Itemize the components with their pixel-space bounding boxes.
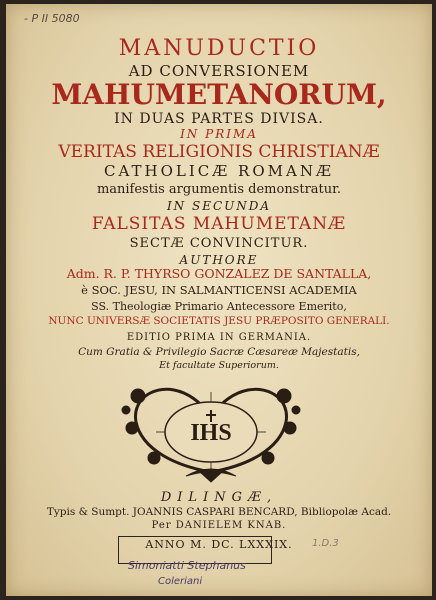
title-line-4: IN DUAS PARTES DIVISA.	[114, 111, 324, 127]
ihs-wreath-emblem	[116, 376, 306, 484]
title-line-11: SECTÆ CONVINCITUR.	[129, 236, 309, 251]
title-line-10: FALSITAS MAHUMETANÆ	[91, 214, 347, 234]
imprint-city: DILINGÆ,	[160, 490, 278, 505]
title-line-2: AD CONVERSIONEM	[128, 62, 310, 80]
imprint-line-1: Typis & Sumpt. JOANNIS CASPARI BENCARD, Bibliopolæ Acad.	[46, 506, 392, 518]
year-line: ANNO M. DC. LXXXIX.	[145, 538, 293, 551]
privilege-line-1: Cum Gratia & Privilegio Sacræ Cæsareæ Majestatis,	[78, 346, 360, 358]
shelfmark: - P II 5080	[24, 12, 80, 25]
ihs-monogram: IHS	[190, 420, 232, 446]
title-line-9: IN SECUNDA	[166, 199, 272, 213]
author-line-4: NUNC UNIVERSÆ SOCIETATIS JESU PRÆPOSITO GENERALI.	[48, 315, 390, 327]
title-page	[6, 4, 432, 596]
author-line-3: SS. Theologiæ Primario Antecessore Emerito,	[91, 300, 347, 313]
handwritten-owner-2: Coleriani	[158, 576, 203, 587]
title-line-8: manifestis argumentis demonstratur.	[96, 182, 342, 197]
author-heading: AUTHORE	[179, 253, 259, 267]
handwritten-owner-1: Simoniatti Stephanus	[128, 559, 246, 572]
author-line-1: Adm. R. P. THYRSO GONZALEZ DE SANTALLA,	[66, 266, 372, 281]
author-line-2: è SOC. JESU, IN SALMANTICENSI ACADEMIA	[81, 283, 357, 297]
title-line-6: VERITAS RELIGIONIS CHRISTIANÆ	[58, 142, 380, 162]
edition-line: EDITIO PRIMA IN GERMANIA.	[126, 332, 312, 343]
title-line-5: IN PRIMA	[180, 127, 258, 141]
title-line-7: CATHOLICÆ ROMANÆ	[104, 162, 334, 180]
imprint-line-2: Per DANIELEM KNAB.	[151, 520, 287, 531]
pencil-note: 1.D.3	[312, 538, 339, 549]
privilege-line-2: Et facultate Superiorum.	[159, 360, 279, 371]
title-line-3: MAHUMETANORUM,	[51, 78, 387, 111]
title-line-1: MANUDUCTIO	[118, 36, 320, 61]
